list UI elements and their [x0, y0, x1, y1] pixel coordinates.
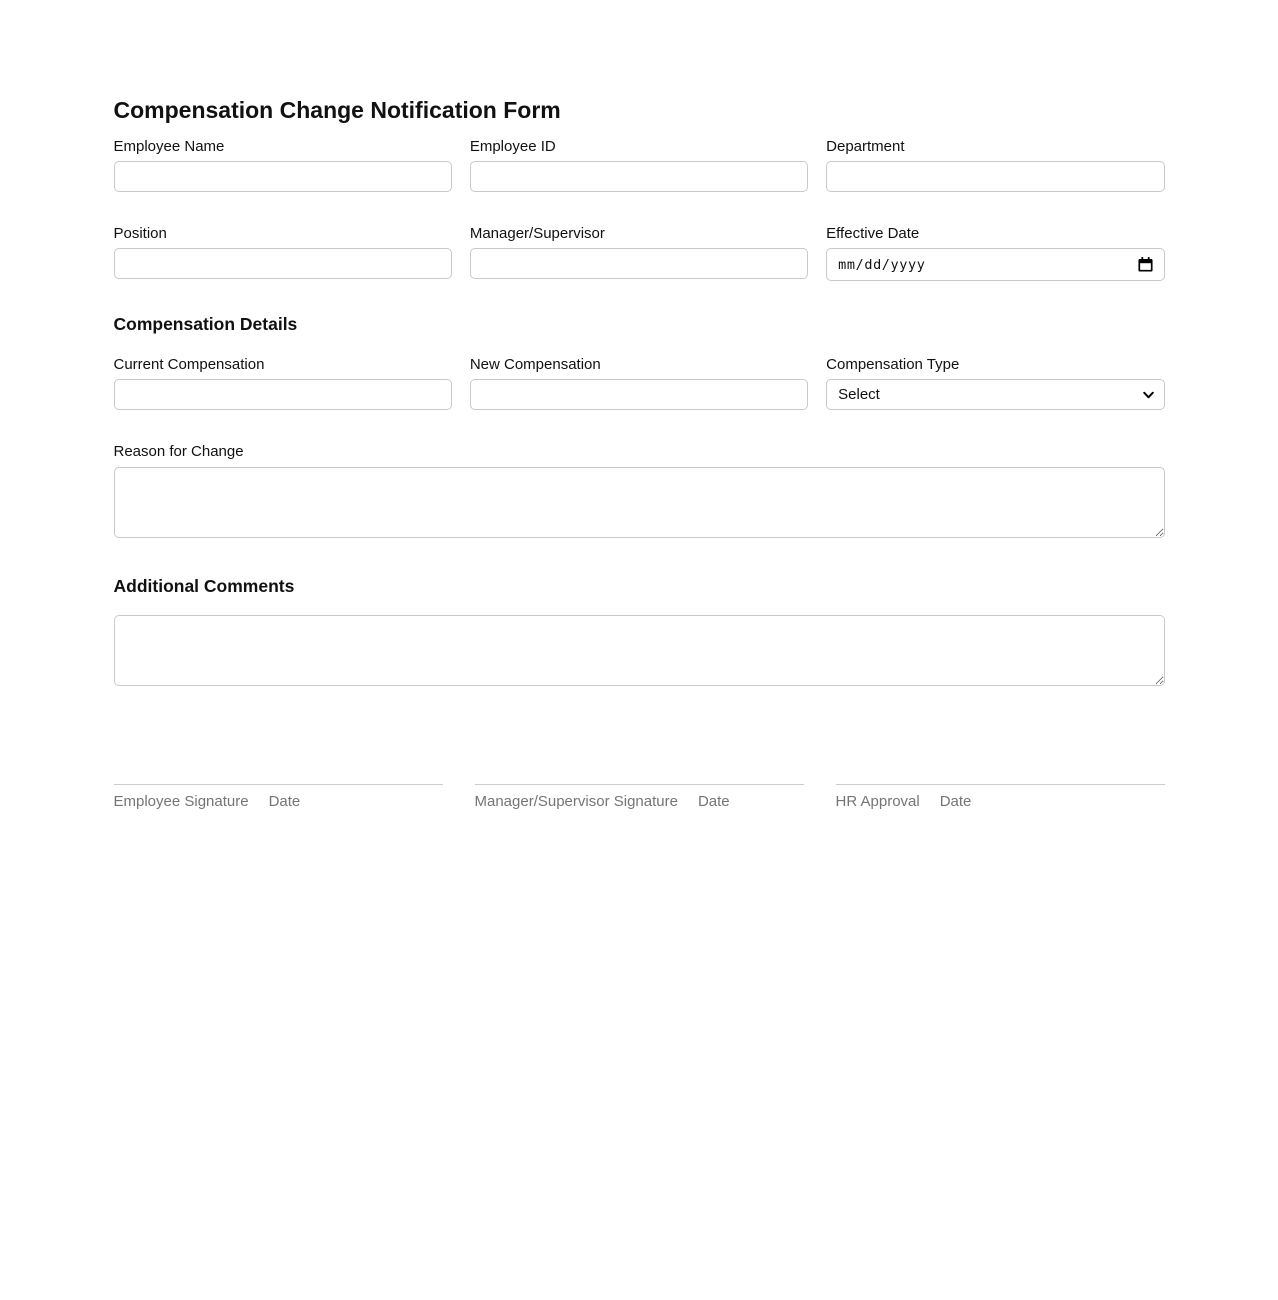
field-current-compensation: [114, 356, 452, 410]
field-effective-date: [826, 225, 1164, 281]
current-compensation-label: Current Compensation: [113, 356, 265, 374]
employee-id-label: Employee ID: [469, 137, 556, 155]
compensation-type-select[interactable]: [826, 379, 1164, 410]
hr-approval-label: HR Approval: [835, 792, 920, 810]
manager-supervisor-label: Manager/Supervisor: [469, 224, 605, 242]
signature-labels: [114, 793, 443, 810]
manager-signature-label: Manager/Supervisor Signature: [474, 792, 678, 810]
field-employee-id: [470, 138, 808, 192]
position-input[interactable]: [114, 248, 452, 279]
field-employee-name: [114, 138, 452, 192]
effective-date-placeholder: mm/dd/yyyy: [838, 256, 926, 273]
manager-signature-date-label: Date: [697, 792, 730, 810]
effective-date-input[interactable]: [826, 248, 1164, 281]
department-input[interactable]: [826, 161, 1164, 192]
form-row-identity: [114, 138, 1165, 192]
hr-approval-date-label: Date: [939, 792, 972, 810]
manager-supervisor-input[interactable]: [470, 248, 808, 279]
field-additional-comments: [114, 615, 1165, 686]
new-compensation-label: New Compensation: [469, 356, 601, 374]
signature-block-manager: [475, 784, 804, 810]
employee-id-input[interactable]: [470, 161, 808, 192]
field-department: [826, 138, 1164, 192]
additional-comments-textarea[interactable]: [114, 615, 1165, 686]
compensation-form-page: [114, 0, 1165, 810]
reason-for-change-textarea[interactable]: [114, 467, 1165, 538]
field-position: [114, 225, 452, 281]
position-label: Position: [113, 224, 167, 242]
signature-labels: [475, 793, 804, 810]
department-label: Department: [826, 137, 905, 155]
field-reason-for-change: [114, 443, 1165, 537]
employee-name-input[interactable]: [114, 161, 452, 192]
compensation-details-heading: Compensation Details: [113, 314, 298, 335]
field-compensation-type: [826, 356, 1164, 410]
signature-labels: [836, 793, 1165, 810]
additional-comments-heading: Additional Comments: [113, 575, 295, 596]
field-manager-supervisor: [470, 225, 808, 281]
employee-signature-date-label: Date: [268, 792, 301, 810]
field-new-compensation: [470, 356, 808, 410]
reason-for-change-label: Reason for Change: [113, 443, 244, 461]
compensation-type-label: Compensation Type: [826, 356, 960, 374]
form-row-position: [114, 225, 1165, 281]
signature-block-hr: [836, 784, 1165, 810]
new-compensation-input[interactable]: [470, 379, 808, 410]
form-row-compensation: [114, 356, 1165, 410]
effective-date-label: Effective Date: [826, 224, 920, 242]
employee-name-label: Employee Name: [113, 137, 225, 155]
signature-row: [114, 784, 1165, 810]
page-title: Compensation Change Notification Form: [113, 97, 561, 123]
compensation-type-select-wrap: [826, 379, 1164, 410]
employee-signature-label: Employee Signature: [113, 792, 249, 810]
current-compensation-input[interactable]: [114, 379, 452, 410]
calendar-icon[interactable]: [1137, 256, 1154, 273]
signature-block-employee: [114, 784, 443, 810]
